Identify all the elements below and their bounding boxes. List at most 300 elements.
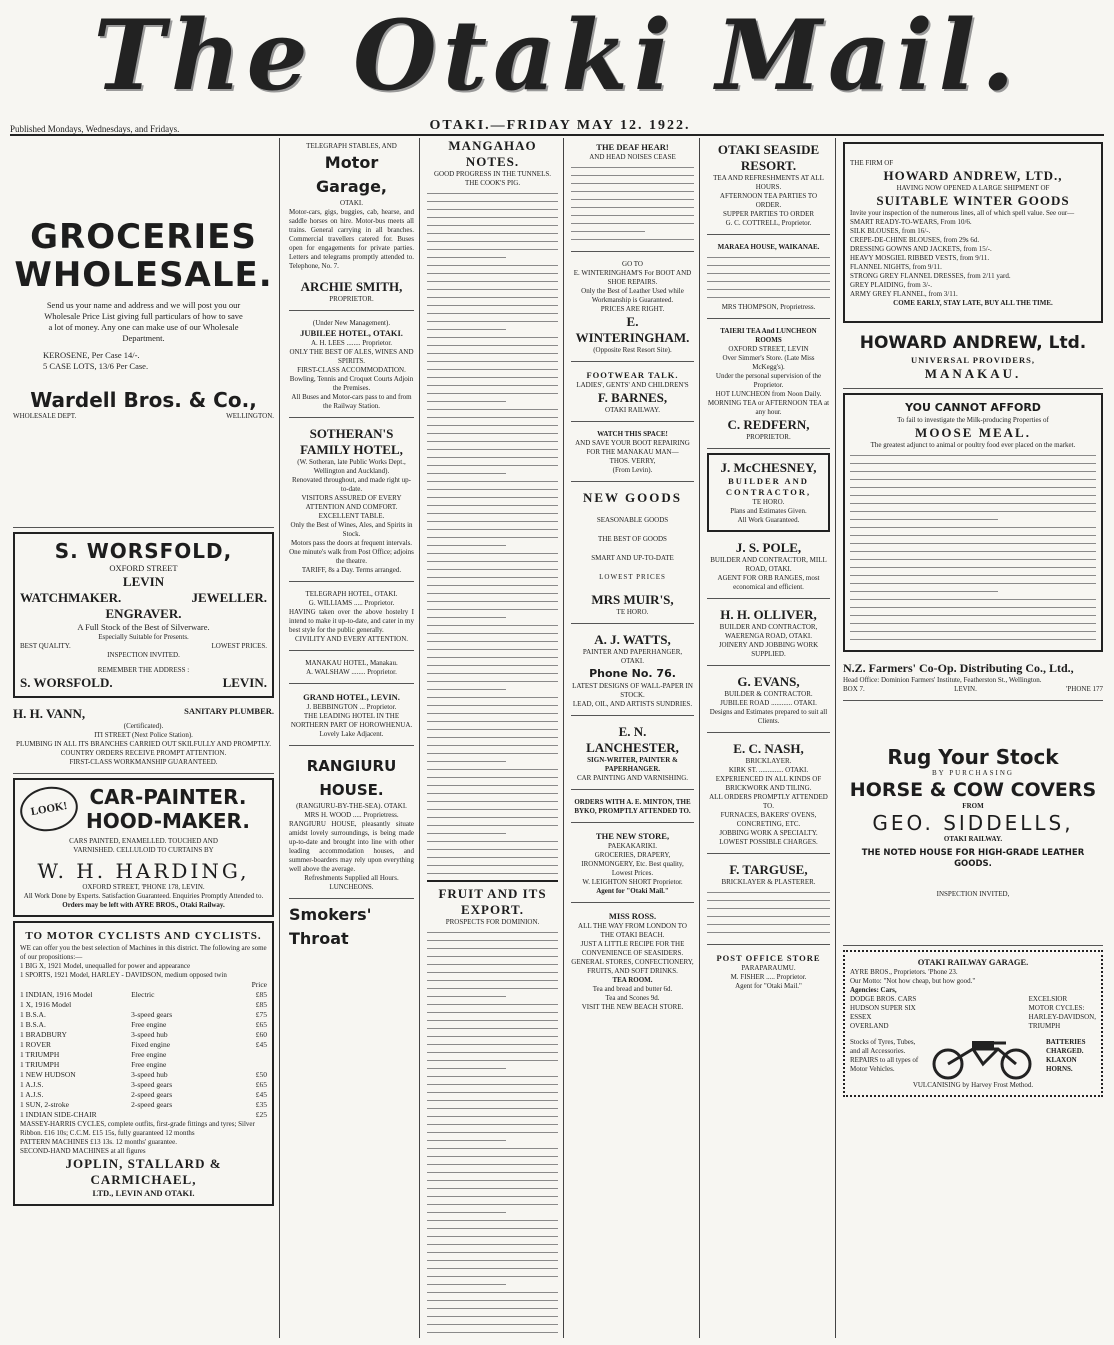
worsfold-town: LEVIN (122, 574, 165, 589)
barnes-railway: OTAKI RAILWAY. (605, 406, 660, 414)
groceries-body: Send us your name and address and we will post you our Wholesale Price List giving full particulars of how to save a lot of money. Any one can make use of our Wholesale Department. (44, 300, 243, 343)
text-line (571, 189, 694, 194)
horse-cow-covers: HORSE & COW COVERS (849, 779, 1097, 801)
rangiuru-heading: RANGIURU HOUSE. (306, 757, 397, 799)
evans: G. EVANS, (737, 674, 800, 689)
cars-painted-line: CARS PAINTED, ENAMELLED. TOUCHED AND VARNISHED. CELLULOID TO CURTAINS BY (69, 837, 218, 854)
agency-item: HUDSON SUPER SIX (850, 1004, 916, 1012)
watchmaker-label: WATCHMAKER. (20, 590, 122, 605)
walk-line: One minute's walk from Post Office; adjoins the theatre. (289, 548, 414, 565)
text-line (571, 181, 694, 186)
cottrell: G. C. COTTRELL, Proprietor. (725, 219, 812, 227)
text-line (427, 1234, 558, 1239)
text-line (427, 1250, 558, 1255)
machine-list (20, 990, 267, 1120)
text-line (427, 863, 558, 868)
motor-heading: TO MOTOR CYCLISTS AND CYCLISTS. (25, 930, 262, 942)
wallpaper-line: LATEST DESIGNS OF WALL-PAPER IN STOCK. (572, 682, 693, 699)
agency-item: HARLEY-DAVIDSON, (1028, 1013, 1096, 1021)
lees-proprietor: A. H. LEES ........ Proprietor. (310, 339, 393, 347)
text-line (427, 375, 558, 380)
machine-price (230, 1050, 267, 1060)
walshaw-proprietor: A. WALSHAW ........ Proprietor. (306, 668, 397, 676)
text-line (571, 237, 694, 242)
text-line (427, 639, 558, 644)
harding-address: OXFORD STREET, 'PHONE 178, LEVIN. (82, 883, 205, 891)
text-line (707, 898, 830, 903)
text-line (427, 1114, 558, 1119)
worsfold-ad (13, 532, 274, 698)
agency-item: ESSEX (850, 1013, 872, 1021)
worsfold-street: OXFORD STREET (109, 563, 178, 573)
text-line (850, 573, 1096, 578)
text-line (427, 215, 558, 220)
text-line (427, 719, 558, 724)
publication-schedule: Published Mondays, Wednesdays, and Fridays. (10, 124, 180, 134)
column-1 (8, 138, 280, 1338)
pattern-line: PATTERN MACHINES £13 13s. 12 months' guarantee. (20, 1138, 177, 1146)
text-line (427, 986, 558, 991)
manakau-hotel: MANAKAU HOTEL, Manakau. (305, 659, 398, 667)
buses-line: All Buses and Motor-cars pass to and from the Railway Station. (291, 393, 412, 410)
best-goods: THE BEST OF GOODS (598, 535, 667, 543)
text-line (427, 231, 558, 236)
text-line (850, 477, 1096, 482)
text-line (427, 938, 558, 943)
machine-row (20, 1080, 267, 1090)
machine-name: 1 SUN, 2-stroke (20, 1100, 69, 1109)
nash: E. C. NASH, (733, 741, 804, 756)
deaf-heading: THE DEAF HEAR! (596, 142, 669, 152)
text-line (427, 455, 558, 460)
machine-spec (131, 1110, 230, 1120)
having-line: HAVING taken over the above hostelry I intend to make it up-to-date, and cater in my best style for the public generally. (289, 608, 414, 634)
text-line (427, 1002, 558, 1007)
text-line (427, 279, 558, 284)
olliver-joinery: JOINERY AND JOBBING WORK SUPPLIED. (718, 641, 819, 658)
machine-price: £65 (255, 1080, 267, 1089)
lake-line: Lovely Lake Adjacent. (319, 730, 384, 738)
machine-spec: Free engine (131, 1020, 167, 1029)
text-line (850, 493, 1096, 498)
ross-line: ALL THE WAY FROM LONDON TO THE OTAKI BEACH. (578, 922, 687, 939)
rangiuru-ad (289, 750, 414, 899)
post-office-store-ad (707, 949, 830, 997)
column-2 (284, 138, 420, 1338)
mangahao-sub-2: THE COOK'S PIG. (464, 179, 521, 187)
nz-farmers-address: Head Office: Dominion Farmers' Institute, Featherston St., Wellington. (843, 676, 1042, 684)
mchesney: J. McCHESNEY, (720, 460, 817, 475)
supper-parties: SUPPER PARTIES TO ORDER (722, 210, 815, 218)
text-line (427, 1162, 558, 1167)
renovated-line: Renovated throughout, and made right up-to-date. (292, 476, 411, 493)
machine-name: 1 BRADBURY (20, 1030, 67, 1039)
watts-name: A. J. WATTS, (594, 632, 671, 647)
column-4 (566, 138, 700, 1338)
evans-ad (707, 670, 830, 733)
telegraph-stables: TELEGRAPH STABLES, AND (306, 142, 397, 150)
text-line (427, 1154, 558, 1159)
winter-list-item: SILK BLOUSES, from 16/-. (850, 227, 931, 235)
post-office-store: POST OFFICE STORE (716, 953, 821, 963)
text-line (427, 1042, 558, 1047)
paraparaumu: PARAPARAUMU. (741, 964, 796, 972)
text-line (427, 567, 558, 572)
text-line (427, 391, 558, 396)
vann-name: H. H. VANN, (13, 706, 86, 721)
text-line (571, 165, 694, 170)
resort-refresh: TEA AND REFRESHMENTS AT ALL HOURS. (713, 174, 824, 191)
text-line (707, 922, 830, 927)
text-line (427, 1218, 558, 1223)
vann-line1: PLUMBING IN ALL ITS BRANCHES CARRIED OUT SKILFULLY AND PROMPTLY. (16, 740, 271, 748)
machine-price: £60 (255, 1030, 267, 1039)
text-line (427, 671, 558, 676)
winter-list-item: STRONG GREY FLANNEL DRESSES, from 2/11 yard. (850, 272, 1011, 280)
by-purchasing: BY PURCHASING (932, 769, 1014, 777)
text-line (427, 1010, 558, 1015)
text-line (850, 509, 1096, 514)
masthead-title: The Otaki Mail. (93, 0, 1021, 112)
text-line (850, 517, 998, 522)
silverware-line: A Full Stock of the Best of Silverware. (77, 622, 210, 632)
second-hand-line: SECOND-HAND MACHINES at all figures (20, 1147, 146, 1155)
watts-phone: Phone No. 76. (589, 667, 676, 680)
batteries-line: BATTERIES CHARGED. (1046, 1038, 1086, 1055)
text-line (850, 605, 1096, 610)
text-line (427, 1290, 558, 1295)
lead-line: LEAD, OIL, AND ARTISTS SUNDRIES. (572, 700, 693, 708)
civility-line: CIVILITY AND EVERY ATTENTION. (294, 635, 409, 643)
recipe-line: JUST A LITTLE RECIPE FOR THE CONVENIENCE OF SEASIDERS. (580, 940, 685, 957)
winter-list (850, 218, 1096, 299)
archie-proprietor: PROPRIETOR. (329, 295, 374, 303)
text-line (427, 343, 558, 348)
mchesney-plans: Plans and Estimates Given. (730, 507, 807, 515)
text-line (427, 447, 558, 452)
miss-ross: MISS ROSS. (608, 911, 657, 921)
mangahao-heading: MANGAHAO NOTES. (448, 138, 537, 169)
text-line (427, 1146, 558, 1151)
text-line (427, 407, 558, 412)
text-line (427, 1266, 558, 1271)
nash-orders: ALL ORDERS PROMPTLY ATTENDED TO. (709, 793, 828, 810)
text-line (427, 1322, 558, 1327)
text-line (427, 1210, 506, 1215)
text-line (427, 247, 558, 252)
machine-name: 1 INDIAN SIDE-CHAIR (20, 1110, 97, 1119)
price-label: Price (251, 980, 267, 989)
olliver-ad (707, 603, 830, 666)
fruit-sub: PROSPECTS FOR DOMINION. (445, 918, 540, 926)
pole: J. S. POLE, (735, 540, 802, 555)
text-line (427, 954, 558, 959)
redfern: C. REDFERN, (727, 417, 810, 432)
text-line (850, 469, 1096, 474)
grand-hotel-ad (289, 688, 414, 746)
text-line (427, 631, 558, 636)
text-line (427, 970, 558, 975)
nash-jobbing: JOBBING WORK A SPECIALTY. (719, 829, 818, 837)
first-class: FIRST-CLASS ACCOMMODATION. (297, 366, 406, 374)
tea-price: Tea and bread and butter 6d. (592, 985, 673, 993)
machine-price: £65 (255, 1020, 267, 1029)
best-ales: ONLY THE BEST OF ALES, WINES AND SPIRITS. (289, 348, 414, 365)
text-line (850, 629, 1096, 634)
text-line (571, 229, 645, 234)
text-line (427, 1050, 558, 1055)
text-line (427, 207, 558, 212)
howard-andrew-name: HOWARD ANDREW, LTD., (883, 168, 1063, 183)
text-line (427, 607, 558, 612)
text-line (427, 1202, 558, 1207)
text-line (427, 527, 558, 532)
ross-ad (571, 907, 694, 1018)
text-line (427, 663, 558, 668)
machine-spec: 3-speed hub (131, 1030, 168, 1039)
winter-list-item: FLANNEL NIGHTS, from 9/11. (850, 263, 942, 271)
maraea-ad (707, 239, 830, 319)
text-line (427, 367, 558, 372)
text-line (850, 637, 1096, 642)
jeweller-label: JEWELLER. (191, 590, 267, 605)
presents-line: Especially Suitable for Presents. (98, 633, 189, 641)
fruit-heading: FRUIT AND ITS EXPORT. (438, 886, 547, 917)
footwear-talk: FOOTWEAR TALK. (586, 370, 679, 380)
column-6 (838, 138, 1108, 1338)
engraver-label: ENGRAVER. (105, 606, 182, 621)
text-line (427, 647, 558, 652)
vann-cert: (Certificated). (123, 722, 164, 730)
text-line (427, 1194, 558, 1199)
ladies-line: LADIES', GENTS' AND CHILDREN'S (576, 381, 689, 389)
text-line (427, 319, 558, 324)
vulcanising-line: VULCANISING by Harvey Frost Method. (912, 1081, 1034, 1089)
grand-hotel: GRAND HOTEL, LEVIN. (303, 692, 400, 702)
machine-name: 1 A.J.S. (20, 1080, 44, 1089)
text-line (427, 295, 558, 300)
agency-list-cycles (1029, 995, 1096, 1031)
groceries-ad (13, 138, 274, 528)
text-line (427, 1226, 558, 1231)
text-line (850, 485, 1096, 490)
text-line (707, 890, 830, 895)
opposite-line: (Opposite Rest Resort Site). (593, 346, 672, 354)
watch-space: WATCH THIS SPACE! (597, 430, 668, 438)
harding-ad (13, 778, 274, 917)
winteringham-for: E. WINTERINGHAM'S For BOOT AND SHOE REPAIRS. (573, 269, 692, 286)
text-line (427, 1298, 558, 1303)
text-line (427, 1082, 558, 1087)
agency-item: MOTOR CYCLES: (1028, 1004, 1085, 1012)
look-badge: LOOK! (17, 782, 82, 835)
lowest-line: LOWEST PRICES (599, 573, 666, 581)
go-to: GO TO (622, 260, 643, 268)
klaxon-line: KLAXON HORNS. (1046, 1056, 1077, 1073)
machine-price: £85 (255, 1000, 267, 1009)
motorcycle-icon (928, 1031, 1038, 1081)
jubilee-hotel: JUBILEE HOTEL, OTAKI. (300, 328, 403, 338)
nash-ad (707, 737, 830, 854)
mangahao-sub-1: GOOD PROGRESS IN THE TUNNELS. (433, 170, 551, 178)
pole-ad (707, 536, 830, 599)
watts-trade: PAINTER AND PAPERHANGER, OTAKI. (582, 648, 683, 665)
text-line (707, 279, 830, 284)
text-line (427, 543, 506, 548)
machine-spec: 2-speed gears (131, 1100, 173, 1109)
vann-line2: COUNTRY ORDERS RECEIVE PROMPT ATTENTION. (60, 749, 227, 757)
wines-line: Only the Best of Wines, Ales, and Spirits in Stock. (290, 521, 413, 538)
text-line (427, 1098, 558, 1103)
siddells: GEO. SIDDELLS, (872, 811, 1074, 835)
text-line (427, 255, 506, 260)
pole-trade: BUILDER AND CONTRACTOR, MILL ROAD, OTAKI. (710, 556, 827, 573)
machine-row (20, 990, 267, 1000)
text-line (427, 495, 558, 500)
winter-list-item: SMART READY-TO-WEARS, From 10/6. (850, 218, 972, 226)
text-line (427, 335, 558, 340)
text-line (427, 871, 558, 876)
text-line (427, 799, 558, 804)
car-painter-heading: CAR-PAINTER. (89, 785, 247, 809)
repairs-line: REPAIRS to all types of Motor Vehicles. (850, 1056, 919, 1073)
text-line (850, 621, 1096, 626)
machine-name: 1 INDIAN, 1916 Model (20, 990, 93, 999)
wardell-name: Wardell Bros. & Co., (30, 388, 257, 412)
howard-andrew-ltd-ad (843, 327, 1103, 389)
motor-garage-ad (289, 138, 414, 311)
machine-spec: 3-speed gears (131, 1010, 173, 1019)
sotheran-heading: SOTHERAN'S FAMILY HOTEL, (300, 426, 403, 457)
opened-line: HAVING NOW OPENED A LARGE SHIPMENT OF (896, 184, 1050, 192)
inspection-invited: INSPECTION INVITED, (936, 890, 1010, 898)
worsfold-name: S. WORSFOLD, (54, 539, 233, 563)
agency-item: OVERLAND (850, 1022, 889, 1030)
otaki-label: OTAKI. (340, 199, 363, 207)
text-line (427, 1090, 558, 1095)
leather-line: Only the Best of Leather Used while Workmanship is Guaranteed. (581, 287, 684, 304)
machine-name: 1 B.S.A. (20, 1020, 46, 1029)
taieri-heading: TAIERI TEA And LUNCHEON ROOMS (720, 327, 817, 344)
text-line (427, 479, 558, 484)
harding-name: W. H. HARDING, (37, 859, 250, 883)
machine-name: 1 TRIUMPH (20, 1060, 60, 1069)
text-line (427, 727, 558, 732)
text-line (427, 535, 558, 540)
machine-row (20, 1100, 267, 1110)
text-line (427, 471, 506, 476)
nash-furnaces: FURNACES, BAKERS' OVENS, CONCRETING, ETC. (720, 811, 817, 828)
text-line (571, 197, 694, 202)
machine-name: 1 ROVER (20, 1040, 52, 1049)
scones-price: Tea and Scones 9d. (605, 994, 660, 1002)
motor-line-2: 1 SPORTS, 1921 Model, HARLEY - DAVIDSON, medium opposed twin (20, 971, 227, 979)
wholesale-dept: WHOLESALE DEPT. (13, 412, 77, 420)
agency-item: EXCELSIOR (1028, 995, 1068, 1003)
text-line (850, 525, 1096, 530)
machine-price (230, 1060, 267, 1070)
machine-spec: 3-speed gears (131, 1080, 173, 1089)
moose-meal: MOOSE MEAL. (915, 425, 1031, 440)
machine-row (20, 1030, 267, 1040)
harding-work: All Work Done by Experts. Satisfaction Guaranteed. Enquiries Promptly Attended to. (23, 892, 264, 900)
agency-item: TRIUMPH (1028, 1022, 1061, 1030)
text-line (571, 205, 694, 210)
text-line (427, 615, 506, 620)
text-line (427, 439, 558, 444)
text-line (427, 415, 558, 420)
come-early: COME EARLY, STAY LATE, BUY ALL THE TIME. (893, 299, 1053, 307)
text-line (427, 815, 558, 820)
nash-kirk: KIRK ST. .............. OTAKI. (728, 766, 809, 774)
lanchester-name: E. N. LANCHESTER, (586, 724, 679, 755)
machine-row (20, 1020, 267, 1030)
inspection-line: INSPECTION INVITED. (107, 651, 180, 659)
machine-spec: Free engine (131, 1060, 167, 1069)
minton-ad (571, 794, 694, 823)
text-line (427, 1186, 558, 1191)
text-line (427, 994, 506, 999)
text-line (427, 1026, 558, 1031)
refreshments-line: Refreshments Supplied all Hours. LUNCHEONS. (304, 874, 399, 891)
text-line (427, 1274, 558, 1279)
motor-intro: WE can offer you the best selection of Machines in this district. The following are some of our propositions:— (20, 944, 267, 961)
machine-row (20, 1090, 267, 1100)
leighton-short: W. LEIGHTON SHORT Proprietor. (582, 878, 683, 886)
vann-line3: FIRST-CLASS WORKMANSHIP GUARANTEED. (69, 758, 218, 766)
machine-row (20, 1060, 267, 1070)
text-line (427, 239, 558, 244)
machine-price: £50 (255, 1070, 267, 1079)
winter-list-item: CREPE-DE-CHINE BLOUSES, from 29s 6d. (850, 236, 980, 244)
railway-garage: OTAKI RAILWAY GARAGE. (917, 957, 1029, 967)
text-line (427, 383, 558, 388)
machine-name: 1 TRIUMPH (20, 1050, 60, 1059)
text-line (427, 978, 558, 983)
agency-item: DODGE BROS. CARS (850, 995, 917, 1003)
prices-right: PRICES ARE RIGHT. (600, 305, 665, 313)
afternoon-tea: AFTERNOON TEA PARTIES TO ORDER. (719, 192, 818, 209)
manakau-hotel-ad (289, 655, 414, 684)
wholesale-heading: WHOLESALE. (14, 255, 273, 295)
verry-levin: (From Levin). (612, 466, 653, 474)
text-line (427, 1282, 506, 1287)
text-line (850, 613, 1096, 618)
text-line (427, 511, 558, 516)
vann-street: ITI STREET (Next Police Station). (94, 731, 193, 739)
maraea-house: MARAEA HOUSE, WAIKANAE. (717, 243, 820, 251)
jubilee-hotel-ad (289, 315, 414, 418)
text-line (427, 487, 558, 492)
text-line (427, 703, 558, 708)
taieri-personal: Under the personal supervision of the Proprietor. (715, 372, 822, 389)
rug-your-stock: Rug Your Stock (887, 745, 1059, 769)
fisher: M. FISHER ..... Proprietor. (730, 973, 807, 981)
dateline: OTAKI.—FRIDAY MAY 12. 1922. (429, 118, 691, 133)
minton-orders: ORDERS WITH A. E. MINTON, THE BYKO, PROMPTLY ATTENDED TO. (574, 798, 691, 815)
agencies-label: Agencies: Cars, (850, 986, 897, 994)
text-line (707, 263, 830, 268)
text-line (571, 213, 694, 218)
nz-farmers-ad (843, 656, 1103, 701)
text-line (427, 559, 558, 564)
watts-ad (571, 628, 694, 716)
rangiuru-sub: (RANGIURU-BY-THE-SEA). OTAKI. (296, 802, 407, 810)
nz-farmers: N.Z. Farmers' Co-Op. Distributing Co., Ltd., (843, 661, 1074, 675)
verry-ad (571, 426, 694, 482)
table-line: EXCELLENT TABLE. (318, 512, 385, 520)
garage-motto: Our Motto: "Not how cheap, but how good." (850, 977, 976, 985)
